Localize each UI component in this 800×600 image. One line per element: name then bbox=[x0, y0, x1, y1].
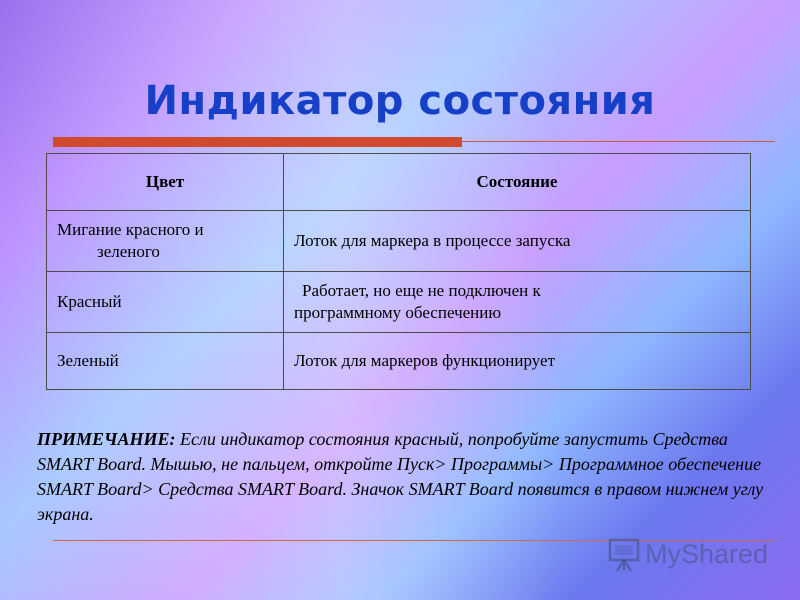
table-cell-state bbox=[284, 333, 751, 390]
cell-text: Работает, но еще не подключен к bbox=[302, 281, 541, 300]
cell-text: Лоток для маркера в процессе запуска bbox=[294, 231, 571, 250]
watermark-logo bbox=[607, 537, 767, 573]
table-cell-color bbox=[47, 333, 284, 390]
slide-title: Индикатор состояния bbox=[144, 78, 656, 124]
cell-text: программному обеспечению bbox=[294, 303, 502, 322]
cell-text: зеленого bbox=[97, 242, 160, 261]
projector-screen-icon bbox=[607, 537, 645, 573]
status-table bbox=[46, 153, 751, 390]
table-row bbox=[47, 333, 751, 390]
table-cell-color bbox=[47, 211, 284, 272]
table-row bbox=[47, 211, 751, 272]
header-state: Состояние bbox=[284, 154, 751, 211]
table-cell-state bbox=[284, 211, 751, 272]
cell-text: Зеленый bbox=[57, 351, 119, 370]
underline-thin-line bbox=[462, 141, 775, 142]
note-label: ПРИМЕЧАНИЕ: bbox=[37, 429, 176, 449]
header-color: Цвет bbox=[47, 154, 284, 211]
cell-text: Лоток для маркеров функционирует bbox=[294, 351, 556, 370]
cell-text: Красный bbox=[57, 292, 122, 311]
cell-text: Мигание красного и bbox=[57, 220, 204, 239]
note-text: Если индикатор состояния красный, попробуйте запустить Средства SMART Board. Мышью, не пальцем, откройте Пуск> Программы> Программное обеспечение SMART Board> Средства SMART Board. Значок SMART Board появится в правом нижнем углу экрана. bbox=[37, 429, 764, 524]
table-cell-state bbox=[284, 272, 751, 333]
table-cell-color bbox=[47, 272, 284, 333]
table-header-row bbox=[47, 154, 751, 211]
note-paragraph bbox=[37, 427, 772, 527]
watermark-text: MyShared bbox=[645, 539, 769, 569]
title-underline bbox=[53, 137, 775, 148]
table-row bbox=[47, 272, 751, 333]
underline-accent-bar bbox=[53, 137, 462, 147]
